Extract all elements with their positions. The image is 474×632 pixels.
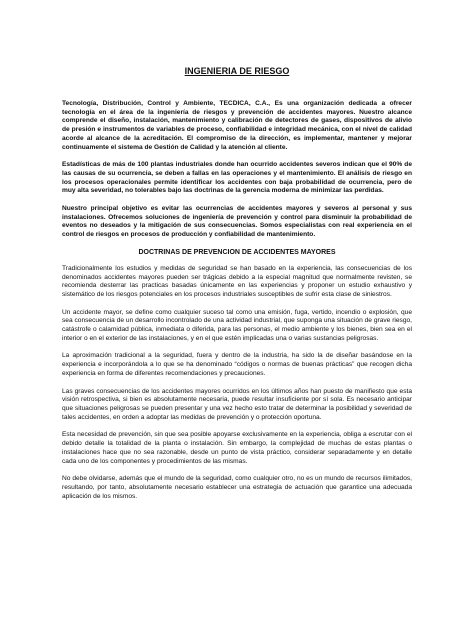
body-paragraph-5: Esta necesidad de prevención, sin que sea posible apoyarse exclusivamente en la experiencia, obliga a escrutar con el debido detalle la totalidad de la planta o instalación. Sin embargo, la complejidad de muchas de estas plantas o instalaciones hace que no sea razonable, desde un punto de vista práctico, considerar separadamente y en detalle cada uno de los componentes y procedimientos de las mismas. [62,431,412,465]
section-title: DOCTRINAS DE PREVENCION DE ACCIDENTES MAYORES [138,248,336,256]
intro-paragraph-3: Nuestro principal objetivo es evitar las ocurrencias de accidentes mayores y severos al personal y sus instalaciones. Ofrecemos soluciones de ingeniería de prevención y control para disminuir la probabilidad de eventos no deseados y la mitigación de sus consecuencias. Somos especialistas con real experiencia en el control de riesgos en procesos de producción y confiabilidad de mantenimiento. [62,205,412,239]
body-paragraph-6: No debe olvidarse, además que el mundo de la seguridad, como cualquier otro, no es un mundo de recursos ilimitados, resultando, por tanto, absolutamente necesario establecer una estrategia de actuación que garantice una adecuada aplicación de los mismos. [62,475,412,500]
body-paragraph-3: La aproximación tradicional a la seguridad, fuera y dentro de la industria, ha sido la de diseñar basándose en la experiencia e incorporándola a lo que se ha denominado “códigos o normas de buenas prácticas” que recogen dicha experiencia en forma de diferentes recomendaciones y precauciones. [62,352,412,377]
body-paragraph-4: Las graves consecuencias de los accidentes mayores ocurridos en los últimos años han puesto de manifiesto que esta visión retrospectiva, si bien es absolutamente necesaria, puede resultar insuficiente por sí sola. Es necesario anticipar que situaciones peligrosas se pueden presentar y una vez hecho esto tratar de determinar la posibilidad y severidad de tales accidentes, en orden a adoptar las medidas de prevención y o protección oportuna. [62,387,412,421]
intro-paragraph-2: Estadísticas de más de 100 plantas industriales donde han ocurrido accidentes severos indican que el 90% de las causas de su ocurrencia, se deben a fallas en las operaciones y el mantenimiento. El análisis de riesgo en los procesos operacionales permite identificar los accidentes con baja probabilidad de ocurrencia, pero de muy alta severidad, no tolerables bajo las doctrinas de la gerencia moderna de minimizar las perdidas. [62,161,412,195]
intro-paragraph-1: Tecnología, Distribución, Control y Ambiente, TECDICA, C.A., Es una organización dedicada a ofrecer tecnología en el área de la ingeniería de riesgos y prevención de accidentes mayores. Nuestro alcance comprende el diseño, instalación, mantenimiento y calibración de detectores de gases, dispositivos de alivio de presión e instrumentos de variables de proceso, confiabilidad e integridad mecánica, con el nivel de calidad acorde al alcance de la acreditación. El compromiso de la dirección, es implementar, mantener y mejorar continuamente el sistema de Gestión de Calidad y la atención al cliente. [62,100,412,151]
body-paragraph-1: Tradicionalmente los estudios y medidas de seguridad se han basado en la experiencia, las consecuencias de los denominados accidentes mayores pueden ser trágicas debido a la especial magnitud que normalmente revisten, se recomienda desterrar las practicas basadas únicamente en las experiencias y proponer un estudio exhaustivo y sistemático de los riesgos potenciales en los procesos industriales susceptibles de sufrir esta clase de siniestros. [62,264,412,298]
document-title: INGENIERIA DE RIESGO [184,66,290,76]
body-paragraph-2: Un accidente mayor, se define como cualquier suceso tal como una emisión, fuga, vertido, incendio o explosión, que sea consecuencia de un desarrollo incontrolado de una actividad industrial, que suponga una situación de grave riesgo, catástrofe o calamidad pública, inmediata o diferida, para las personas, el medio ambiente y los bienes, bien sea en el interior o en el exterior de las instalaciones, y en el que estén implicadas una o varias sustancias peligrosas. [62,308,412,342]
